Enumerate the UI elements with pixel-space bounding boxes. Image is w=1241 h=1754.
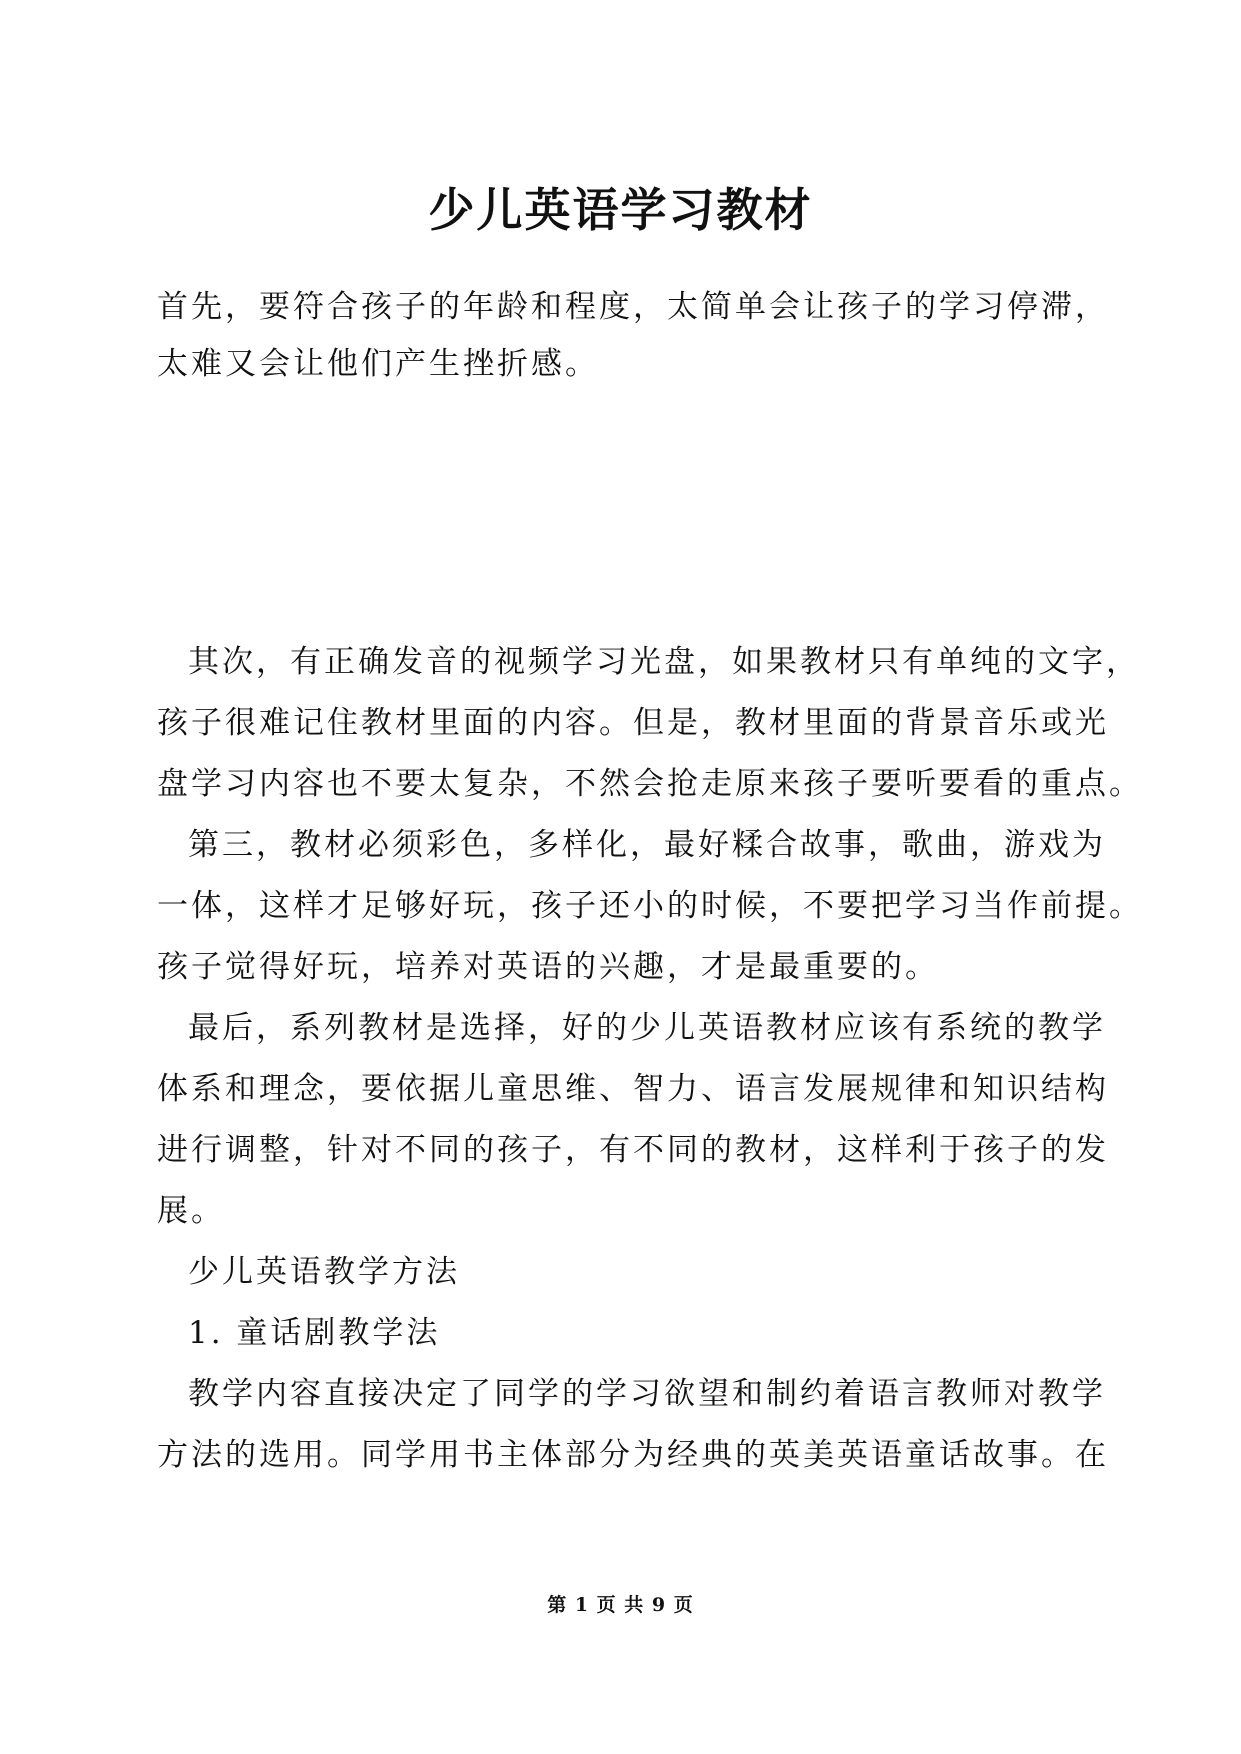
subsection-heading: 1. 童话剧教学法 — [188, 1315, 441, 1351]
paragraph-line: 体系和理念，要依据儿童思维、智力、语言发展规律和知识结构 — [157, 1071, 1109, 1107]
paragraph-line: 进行调整，针对不同的孩子，有不同的教材，这样利于孩子的发 — [157, 1132, 1109, 1168]
paragraph-line: 其次，有正确发音的视频学习光盘，如果教材只有单纯的文字， — [188, 644, 1140, 680]
paragraph-line: 展。 — [157, 1193, 225, 1229]
paragraph-line: 第三，教材必须彩色，多样化，最好糅合故事，歌曲，游戏为 — [188, 827, 1106, 863]
section-heading: 少儿英语教学方法 — [188, 1254, 460, 1290]
paragraph-line: 盘学习内容也不要太复杂，不然会抢走原来孩子要听要看的重点。 — [157, 766, 1143, 802]
paragraph-line: 孩子很难记住教材里面的内容。但是，教材里面的背景音乐或光 — [157, 705, 1109, 741]
paragraph-line: 孩子觉得好玩，培养对英语的兴趣，才是最重要的。 — [157, 949, 939, 985]
paragraph-line: 首先，要符合孩子的年龄和程度，太简单会让孩子的学习停滞， — [157, 289, 1109, 325]
paragraph-line: 教学内容直接决定了同学的学习欲望和制约着语言教师对教学 — [188, 1376, 1106, 1412]
paragraph-line: 最后，系列教材是选择，好的少儿英语教材应该有系统的教学 — [188, 1010, 1106, 1046]
page-number-footer: 第 1 页 共 9 页 — [547, 1594, 694, 1616]
document-title: 少儿英语学习教材 — [428, 183, 813, 237]
paragraph-line: 方法的选用。同学用书主体部分为经典的英美英语童话故事。在 — [157, 1437, 1109, 1473]
paragraph-line: 太难又会让他们产生挫折感。 — [157, 346, 599, 382]
paragraph-line: 一体，这样才足够好玩，孩子还小的时候，不要把学习当作前提。 — [157, 888, 1143, 924]
